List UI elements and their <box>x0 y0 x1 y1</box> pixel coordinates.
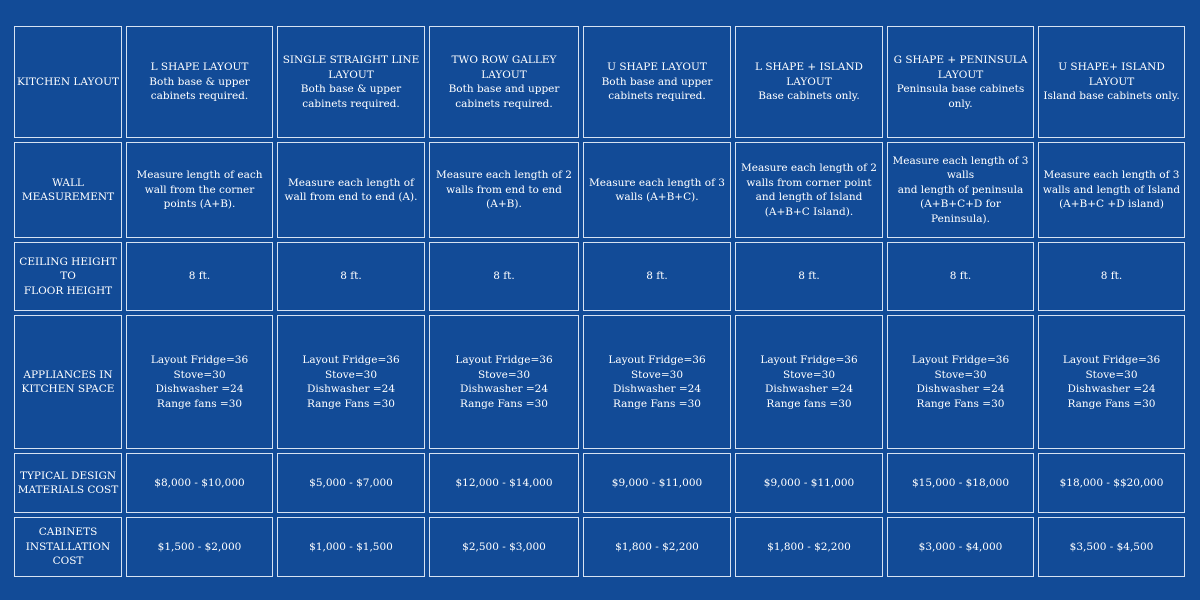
cell-install-u-island: $3,500 - $4,500 <box>1038 517 1185 577</box>
cell-materials-galley: $12,000 - $14,000 <box>429 453 579 513</box>
cell-layout-l-island: L SHAPE + ISLAND LAYOUT Base cabinets only. <box>735 26 883 138</box>
cell-install-g-peninsula: $3,000 - $4,000 <box>887 517 1034 577</box>
cell-wall-galley: Measure each length of 2 walls from end to end (A+B). <box>429 142 579 238</box>
cell-wall-l-shape: Measure length of each wall from the corner points (A+B). <box>126 142 273 238</box>
cell-wall-u-shape: Measure each length of 3 walls (A+B+C). <box>583 142 731 238</box>
cell-appliances-u-shape: Layout Fridge=36 Stove=30 Dishwasher =24 Range Fans =30 <box>583 315 731 449</box>
cell-layout-l-shape: L SHAPE LAYOUT Both base & upper cabinets required. <box>126 26 273 138</box>
cell-install-l-shape: $1,500 - $2,000 <box>126 517 273 577</box>
cell-appliances-single-line: Layout Fridge=36 Stove=30 Dishwasher =24 Range Fans =30 <box>277 315 425 449</box>
row-label-materials-cost: TYPICAL DESIGN MATERIALS COST <box>14 453 122 513</box>
cell-wall-g-peninsula: Measure each length of 3 walls and length of peninsula (A+B+C+D for Peninsula). <box>887 142 1034 238</box>
row-label-kitchen-layout: KITCHEN LAYOUT <box>14 26 122 138</box>
cell-install-u-shape: $1,800 - $2,200 <box>583 517 731 577</box>
cell-materials-l-island: $9,000 - $11,000 <box>735 453 883 513</box>
cell-install-l-island: $1,800 - $2,200 <box>735 517 883 577</box>
cell-materials-u-island: $18,000 - $$20,000 <box>1038 453 1185 513</box>
cell-wall-u-island: Measure each length of 3 walls and length of Island (A+B+C +D island) <box>1038 142 1185 238</box>
cell-install-galley: $2,500 - $3,000 <box>429 517 579 577</box>
cell-ceiling-single-line: 8 ft. <box>277 242 425 311</box>
cell-materials-l-shape: $8,000 - $10,000 <box>126 453 273 513</box>
cell-layout-u-shape: U SHAPE LAYOUT Both base and upper cabinets required. <box>583 26 731 138</box>
cell-appliances-l-shape: Layout Fridge=36 Stove=30 Dishwasher =24 Range fans =30 <box>126 315 273 449</box>
row-label-appliances: APPLIANCES IN KITCHEN SPACE <box>14 315 122 449</box>
cell-ceiling-l-shape: 8 ft. <box>126 242 273 311</box>
cell-ceiling-galley: 8 ft. <box>429 242 579 311</box>
cell-ceiling-u-shape: 8 ft. <box>583 242 731 311</box>
cell-layout-galley: TWO ROW GALLEY LAYOUT Both base and upper cabinets required. <box>429 26 579 138</box>
cell-appliances-galley: Layout Fridge=36 Stove=30 Dishwasher =24 Range Fans =30 <box>429 315 579 449</box>
cell-materials-single-line: $5,000 - $7,000 <box>277 453 425 513</box>
cell-wall-l-island: Measure each length of 2 walls from corner point and length of Island (A+B+C Island). <box>735 142 883 238</box>
cell-appliances-g-peninsula: Layout Fridge=36 Stove=30 Dishwasher =24 Range Fans =30 <box>887 315 1034 449</box>
cell-materials-g-peninsula: $15,000 - $18,000 <box>887 453 1034 513</box>
cell-ceiling-u-island: 8 ft. <box>1038 242 1185 311</box>
cell-materials-u-shape: $9,000 - $11,000 <box>583 453 731 513</box>
kitchen-layout-table <box>14 26 1185 577</box>
cell-layout-u-island: U SHAPE+ ISLAND LAYOUT Island base cabinets only. <box>1038 26 1185 138</box>
row-label-ceiling-height: CEILING HEIGHT TO FLOOR HEIGHT <box>14 242 122 311</box>
row-label-installation-cost: CABINETS INSTALLATION COST <box>14 517 122 577</box>
cell-layout-single-line: SINGLE STRAIGHT LINE LAYOUT Both base & upper cabinets required. <box>277 26 425 138</box>
cell-appliances-u-island: Layout Fridge=36 Stove=30 Dishwasher =24 Range Fans =30 <box>1038 315 1185 449</box>
cell-wall-single-line: Measure each length of wall from end to end (A). <box>277 142 425 238</box>
row-label-wall-measurement: WALL MEASUREMENT <box>14 142 122 238</box>
cell-ceiling-l-island: 8 ft. <box>735 242 883 311</box>
cell-layout-g-peninsula: G SHAPE + PENINSULA LAYOUT Peninsula base cabinets only. <box>887 26 1034 138</box>
cell-ceiling-g-peninsula: 8 ft. <box>887 242 1034 311</box>
cell-appliances-l-island: Layout Fridge=36 Stove=30 Dishwasher =24 Range fans =30 <box>735 315 883 449</box>
cell-install-single-line: $1,000 - $1,500 <box>277 517 425 577</box>
